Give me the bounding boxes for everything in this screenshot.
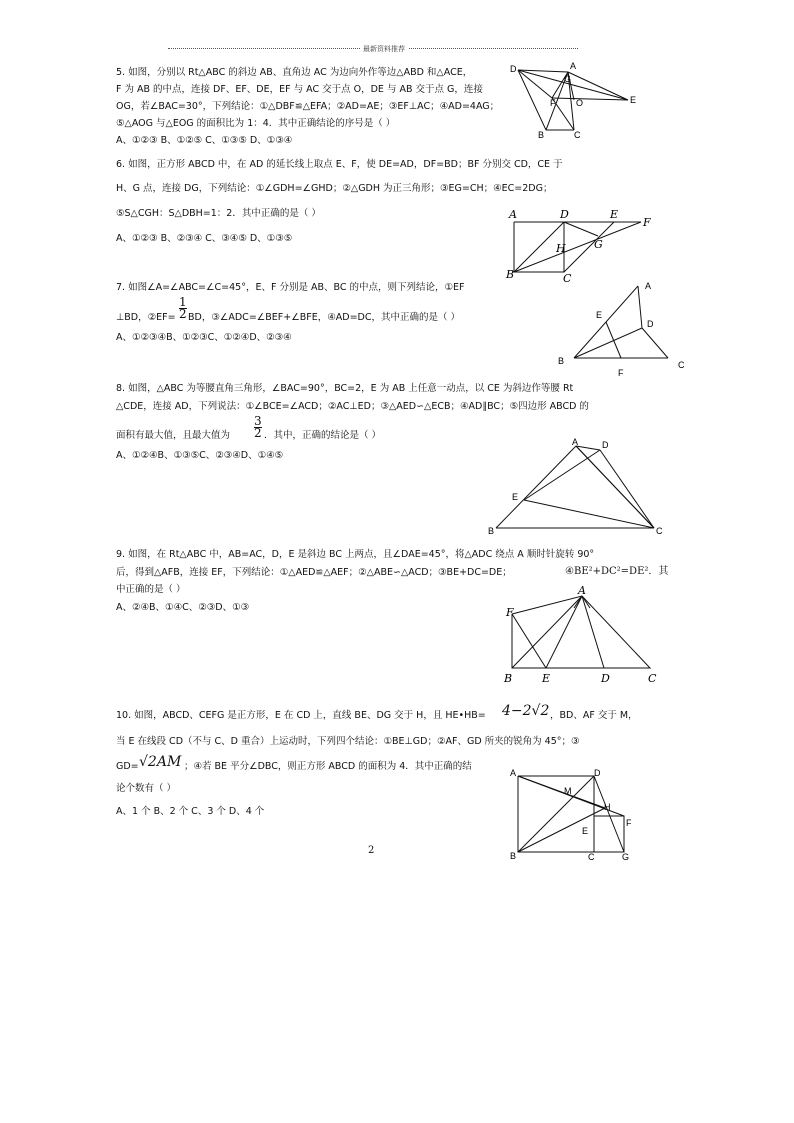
q10-line-1b: ，BD、AF 交于 M， [550, 710, 638, 721]
q6-fig-label: D [560, 208, 569, 221]
q9-line-3: 中正确的是（ ） [116, 584, 186, 595]
q7-fraction [179, 297, 187, 320]
q6-fig-label: F [643, 216, 651, 229]
q6-options: A、①②③ B、②③④ C、③④⑤ D、①③⑤ [116, 233, 293, 244]
q7-fig-label: B [558, 356, 565, 366]
q9-line-2b: ④BE²+DC²=DE²．其 [565, 566, 669, 577]
q8-options: A、①②④B、①③⑤C、②③④D、①④⑤ [116, 450, 284, 461]
q5-line-1: 5. 如图，分别以 Rt△ABC 的斜边 AB、直角边 AC 为边向外作等边△ABD 和△ACE， [116, 67, 473, 78]
q6-fig-label: A [509, 208, 517, 221]
q8-frac-den: 2 [254, 426, 262, 440]
q10-math-2: √2AM [139, 754, 182, 770]
q8-figure [486, 436, 696, 541]
q9-fig-label: F [506, 606, 514, 619]
q8-fig-label: D [602, 440, 609, 450]
q9-fig-label: E [542, 672, 551, 685]
q5-fig-label: C [574, 130, 581, 140]
q6-fig-label: H [556, 242, 566, 255]
q6-fig-label: G [594, 238, 603, 251]
q8-fig-label: E [512, 492, 519, 502]
q5-options: A、①②③ B、①②⑤ C、①③⑤ D、①③④ [116, 135, 293, 146]
q5-fig-label: F [550, 98, 556, 108]
q6-fig-label: C [563, 272, 572, 285]
q9-line-2a: 后，得到△AFB，连接 EF，下列结论：①△AED≌△AEF；②△ABE∽△ACD；③BE+DC=DE； [116, 567, 512, 578]
q5-fig-label: O [576, 98, 584, 108]
q9-figure [502, 584, 662, 684]
q5-fig-label: D [510, 64, 517, 74]
q7-figure [558, 278, 688, 378]
q10-fig-label: M [564, 786, 572, 796]
q10-fig-label: G [622, 852, 630, 862]
q8-fig-label: C [656, 526, 663, 536]
q8-line-1: 8. 如图，△ABC 为等腰直角三角形，∠BAC=90°，BC=2，E 为 AB 上任意一动点，以 CE 为斜边作等腰 Rt [116, 383, 574, 394]
q5-line-4: ⑤△AOG 与△EOG 的面积比为 1：4．其中正确结论的序号是（ ） [116, 118, 396, 129]
q8-fig-label: A [572, 437, 579, 447]
header-title: 最新资料推荐 [360, 44, 408, 54]
q10-fig-label: B [510, 851, 517, 861]
q5-fig-label: E [630, 95, 637, 105]
q7-line-1: 7. 如图∠A=∠ABC=∠C=45°，E、F 分别是 AB、BC 的中点，则下列结论，①EF [116, 282, 465, 293]
q9-fig-label: C [648, 672, 657, 685]
q6-line-1: 6. 如图，正方形 ABCD 中，在 AD 的延长线上取点 E、F，使 DE=AD，DF=BD；BF 分别交 CD，CE 于 [116, 159, 563, 170]
q7-line-2a: ⊥BD，②EF= [116, 312, 176, 323]
q8-fraction [254, 416, 262, 439]
q7-frac-den: 2 [179, 307, 187, 321]
q5-figure [508, 60, 638, 140]
q7-fig-label: F [618, 368, 624, 378]
q8-fig-label: B [488, 526, 495, 536]
q10-fig-label: E [582, 826, 589, 836]
q10-fig-label: C [588, 852, 595, 862]
q7-fig-label: D [647, 319, 654, 329]
q5-fig-label: A [570, 61, 577, 71]
q8-frac-num: 3 [254, 414, 262, 428]
q8-line-2: △CDE，连接 AD，下列说法：①∠BCE=∠ACD；②AC⊥ED；③△AED∽△ECB；④AD∥BC；⑤四边形 ABCD 的 [116, 401, 589, 412]
q5-fig-label: G [564, 74, 572, 84]
q8-line-3b: ．其中，正确的结论是（ ） [264, 430, 382, 441]
q7-fig-label: E [596, 310, 603, 320]
q5-line-2: F 为 AB 的中点，连接 DF、EF、DE，EF 与 AC 交于点 O，DE 与 AB 交于点 G，连接 [116, 84, 483, 95]
page-number: 2 [368, 845, 375, 856]
q9-line-1: 9. 如图，在 Rt△ABC 中，AB=AC，D，E 是斜边 BC 上两点，且∠DAE=45°，将△ADC 绕点 A 顺时针旋转 90° [116, 549, 595, 560]
q10-line-4: 论个数有（ ） [116, 783, 177, 794]
q7-frac-num: 1 [179, 295, 187, 309]
q10-math-1: 4−2√2 [502, 703, 550, 719]
q10-fig-label: D [594, 768, 601, 778]
q9-fig-label: D [601, 672, 610, 685]
q10-line-3a: GD= [116, 761, 139, 772]
q9-options: A、②④B、①④C、②③D、①③ [116, 602, 250, 613]
q7-line-2b: BD，③∠ADC=∠BEF+∠BFE，④AD=DC，其中正确的是（ ） [188, 312, 460, 323]
q7-options: A、①②③④B、①②③C、①②④D、②③④ [116, 332, 292, 343]
q10-figure [508, 764, 638, 864]
q7-fig-label: C [678, 360, 685, 370]
q6-fig-label: B [506, 268, 515, 281]
q6-figure [506, 208, 656, 288]
q10-line-2: 当 E 在线段 CD（不与 C、D 重合）上运动时，下列四个结论：①BE⊥GD；②AF、GD 所夹的锐角为 45°；③ [116, 736, 580, 747]
q9-fig-label: A [578, 584, 586, 597]
q10-fig-label: F [626, 818, 632, 828]
q9-fig-label: B [504, 672, 513, 685]
q6-fig-label: E [610, 208, 619, 221]
q10-fig-label: H [604, 802, 611, 812]
q10-options: A、1 个 B、2 个 C、3 个 D、4 个 [116, 806, 265, 817]
q8-line-3a: 面积有最大值，且最大值为 [116, 430, 231, 441]
q6-line-3: ⑤S△CGH：S△DBH=1：2．其中正确的是（ ） [116, 208, 321, 219]
q10-line-1a: 10. 如图，ABCD、CEFG 是正方形，E 在 CD 上，直线 BE、DG 交于 H，且 HE•HB= [116, 710, 486, 721]
q5-line-3: OG，若∠BAC=30°，下列结论：①△DBF≌△EFA；②AD=AE；③EF⊥AC；④AD=4AG； [116, 101, 500, 112]
q10-line-3b: ；④若 BE 平分∠DBC，则正方形 ABCD 的面积为 4．其中正确的结 [184, 761, 472, 772]
q6-line-2: H、G 点，连接 DG，下列结论：①∠GDH=∠GHD；②△GDH 为正三角形；③EG=CH；④EC=2DG； [116, 183, 553, 194]
q10-fig-label: A [510, 768, 517, 778]
q7-fig-label: A [645, 281, 652, 291]
q5-fig-label: B [538, 130, 545, 140]
